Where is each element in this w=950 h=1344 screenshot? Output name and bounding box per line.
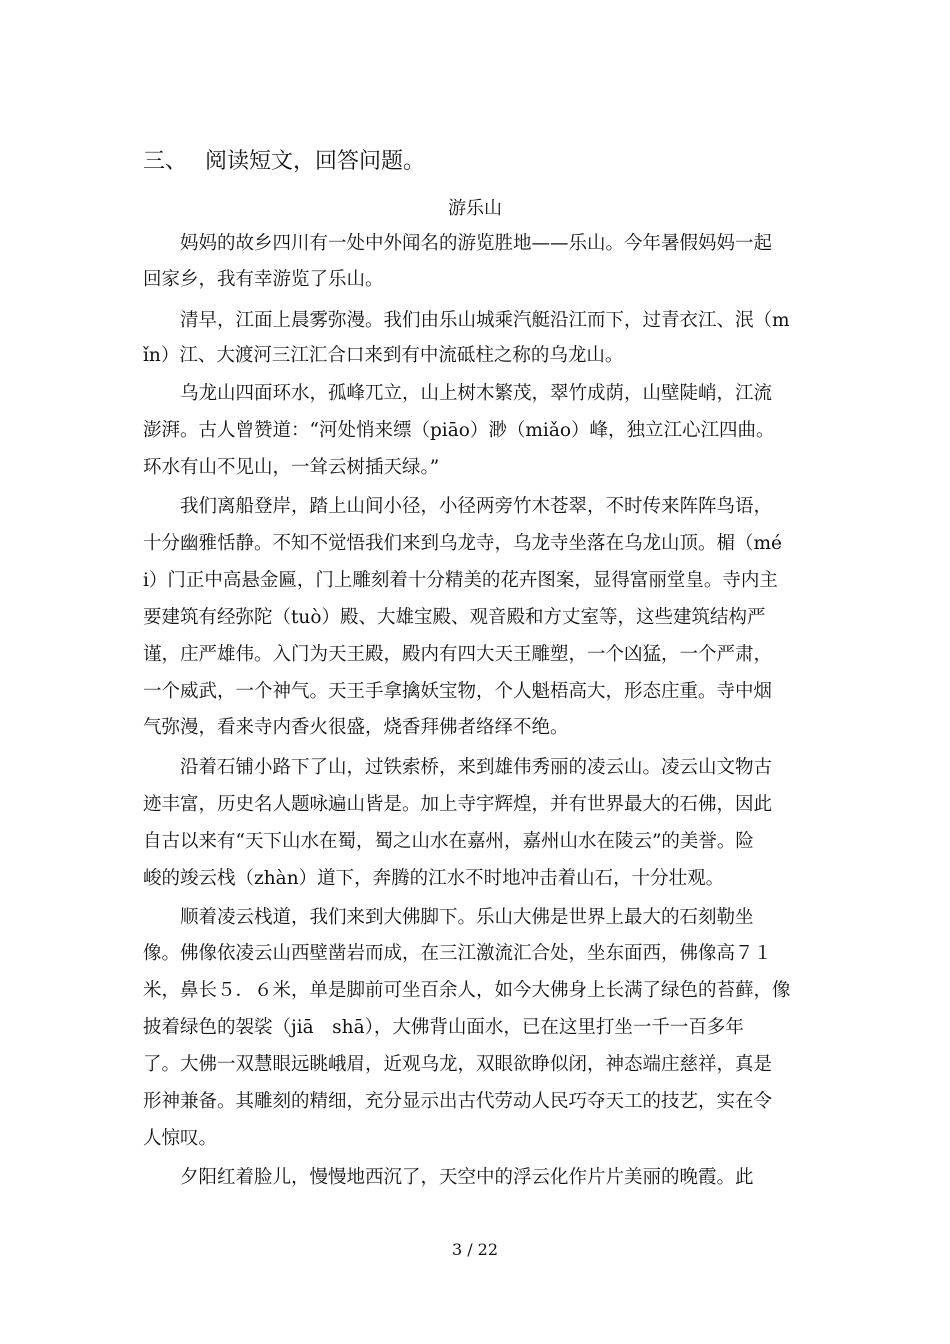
passage-line: 气弥漫，看来寺内香火很盛，烧香拜佛者络绎不绝。 bbox=[143, 717, 569, 738]
passage-line: 要建筑有经弥陀（tuò）殿、大雄宝殿、观音殿和方丈室等，这些建筑结构严 bbox=[143, 607, 766, 628]
passage-line: 回家乡，我有幸游览了乐山。 bbox=[143, 269, 384, 290]
passage-line: 环水有山不见山，一耸云树插天绿。” bbox=[143, 457, 440, 478]
passage-line: ǐn）江、大渡河三江汇合口来到有中流砥柱之称的乌龙山。 bbox=[143, 345, 624, 366]
passage-line: 迹丰富，历史名人题咏遍山皆是。加上寺宇辉煌，并有世界最大的石佛，因此 bbox=[143, 794, 773, 815]
section-instruction: 阅读短文，回答问题。 bbox=[205, 149, 426, 174]
passage-line: i）门正中高悬金匾，门上雕刻着十分精美的花卉图案，显得富丽堂皇。寺内主 bbox=[143, 570, 778, 591]
page-number: 3 / 22 bbox=[451, 1240, 499, 1259]
passage-line: 十分幽雅恬静。不知不觉悟我们来到乌龙寺，乌龙寺坐落在乌龙山顶。楣（mé bbox=[143, 533, 782, 554]
passage-line: 峻的竣云栈（zhàn）道下，奔腾的江水不时地冲击着山石，十分壮观。 bbox=[143, 868, 725, 889]
passage-line: 顺着凌云栈道，我们来到大佛脚下。乐山大佛是世界上最大的石刻勒坐 bbox=[143, 907, 754, 928]
passage-line: 谨，庄严雄伟。入门为天王殿，殿内有四大天王雕塑，一个凶猛，一个严肃， bbox=[143, 644, 773, 665]
section-heading bbox=[143, 142, 425, 182]
passage-line: 夕阳红着脸儿，慢慢地西沉了，天空中的浮云化作片片美丽的晚霞。此 bbox=[143, 1167, 754, 1188]
passage-line: 澎湃。古人曾赞道：“河处悄来缥（piāo）渺（miǎo）峰，独立江心江四曲。 bbox=[143, 420, 775, 441]
passage-line: 自古以来有“天下山水在蜀，蜀之山水在嘉州，嘉州山水在陵云”的美誉。险 bbox=[143, 831, 754, 852]
passage-line: 我们离船登岸，踏上山间小径，小径两旁竹木苍翠，不时传来阵阵鸟语， bbox=[143, 496, 773, 517]
passage-line: 形神兼备。其雕刻的精细，充分显示出古代劳动人民巧夺天工的技艺，实在令 bbox=[143, 1091, 773, 1112]
passage-line: 沿着石铺小路下了山，过铁索桥，来到雄伟秀丽的凌云山。凌云山文物古 bbox=[143, 757, 773, 778]
passage-line: 披着绿色的袈裟（jiā shā），大佛背山面水，已在这里打坐一千一百多年 bbox=[143, 1017, 744, 1038]
passage-title: 游乐山 bbox=[448, 198, 502, 219]
passage-line: 一个威武，一个神气。天王手拿擒妖宝物，个人魁梧高大，形态庄重。寺中烟 bbox=[143, 681, 773, 702]
section-number: 三、 bbox=[143, 149, 188, 174]
passage-line: 像。佛像依凌云山西壁凿岩而成，在三江激流汇合处，坐东面西，佛像高７１ bbox=[143, 943, 773, 964]
passage-line: 人惊叹。 bbox=[143, 1128, 218, 1149]
passage-line: 了。大佛一双慧眼远眺峨眉，近观乌龙，双眼欲睁似闭，神态端庄慈祥，真是 bbox=[143, 1054, 773, 1075]
passage-line: 乌龙山四面环水，孤峰兀立，山上树木繁茂，翠竹成荫，山壁陡峭，江流 bbox=[143, 383, 773, 404]
passage-line: 妈妈的故乡四川有一处中外闻名的游览胜地——乐山。今年暑假妈妈一起 bbox=[143, 233, 773, 254]
passage-line: 米，鼻长５．６米，单是脚前可坐百余人，如今大佛身上长满了绿色的苔藓，像 bbox=[143, 980, 791, 1001]
passage-line: 清早，江面上晨雾弥漫。我们由乐山城乘汽艇沿江而下，过青衣江、泯（m bbox=[143, 310, 790, 331]
